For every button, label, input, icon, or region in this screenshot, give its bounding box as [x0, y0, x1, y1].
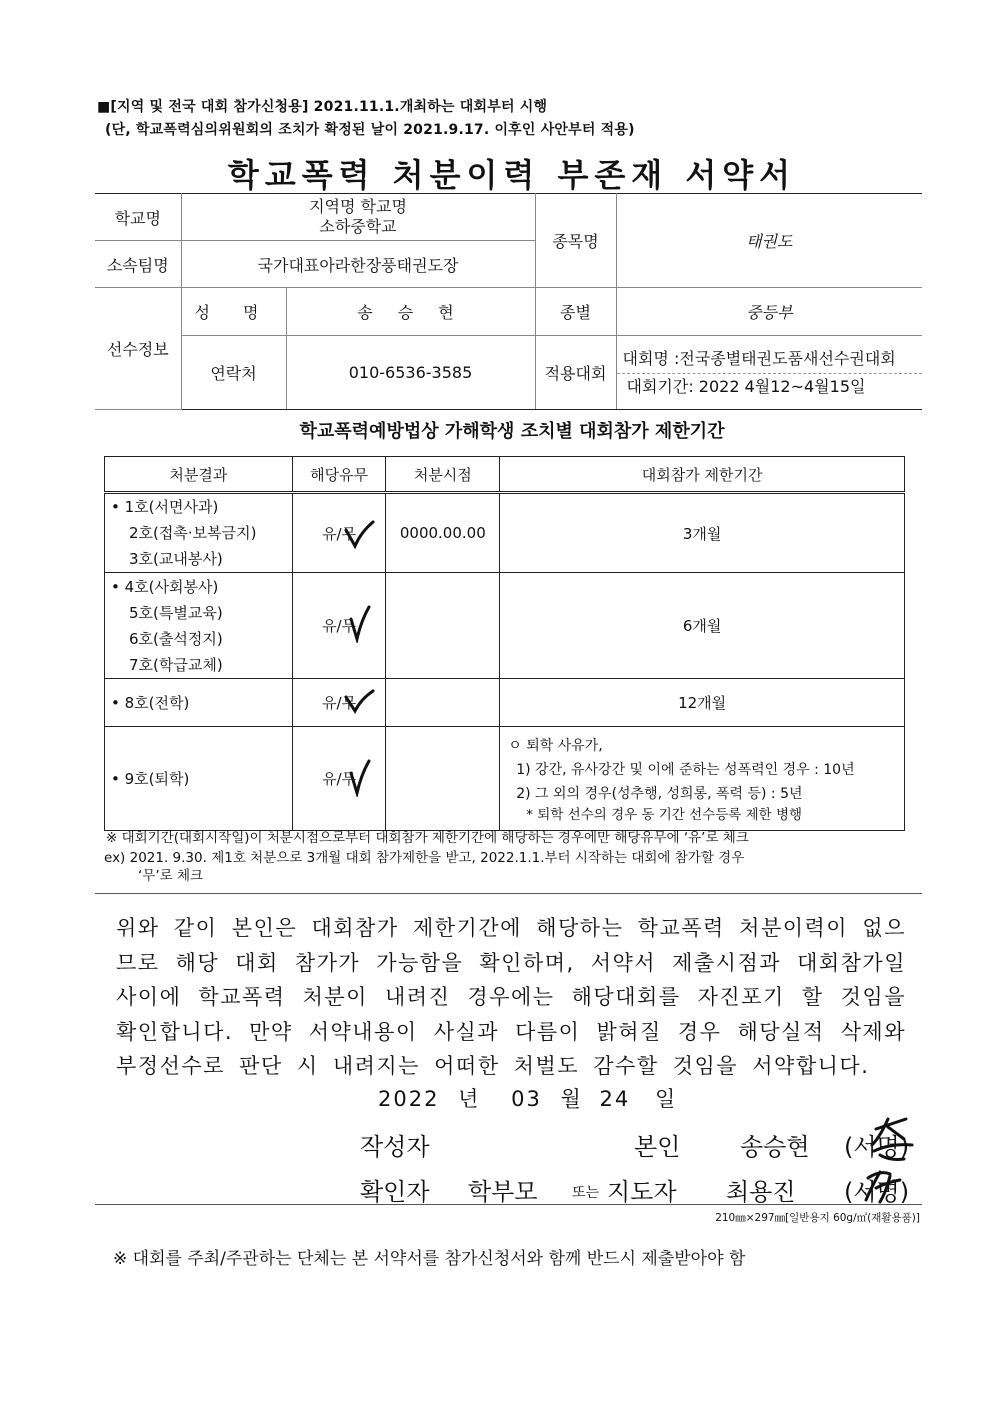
event-label: 종목명 — [535, 194, 616, 288]
measure-item: • 1호(서면사과) — [111, 498, 219, 516]
confirmer-label: 확인자 — [360, 1178, 430, 1206]
applicable-option[interactable]: 유/무 — [322, 694, 357, 712]
header-result: 처분결과 — [105, 457, 293, 493]
date-month-unit: 월 — [560, 1087, 583, 1111]
restriction-table — [104, 456, 905, 831]
contact-value: 010-6536-3585 — [286, 336, 535, 410]
measure-item: • 8호(전학) — [111, 693, 190, 712]
expulsion-note: 1) 강간, 유사강간 및 이에 준하는 성폭력인 경우 : 10년 — [516, 761, 855, 778]
table-row — [105, 573, 905, 679]
name-label: 성 명 — [181, 288, 286, 336]
or-label: 또는 — [572, 1185, 600, 1201]
disposition-date — [386, 573, 500, 679]
paper-spec: 210㎜×297㎜[일반용지 60g/㎡(재활용품)] — [715, 1212, 920, 1224]
measure-item: 3호(교내봉사) — [129, 550, 223, 568]
check-mark-icon — [345, 603, 375, 643]
date-month: 03 — [511, 1087, 542, 1111]
table-row — [105, 679, 905, 727]
header-applicable: 해당유무 — [292, 457, 386, 493]
note-line: ‘무’로 체크 — [138, 868, 204, 884]
note-line: ※ 대회기간(대회시작일)이 처분시점으로부터 대회참가 제한기간에 해당하는 경우에만 해당유무에 ‘유’로 체크 — [106, 830, 749, 846]
writer-sign-label: (서명) — [844, 1133, 910, 1161]
applicable-option[interactable]: 유/무 — [322, 524, 357, 543]
header-line-2: (단, 학교폭력심의위원회의 조치가 확정된 날이 2021.9.17. 이후인 사안부터 적용) — [105, 122, 635, 138]
expulsion-note: * 퇴학 선수의 경우 동 기간 선수등록 제한 병행 — [526, 806, 803, 823]
table-row — [105, 727, 905, 831]
applicable-option[interactable]: 유/무 — [322, 617, 357, 635]
name-value: 송 승 현 — [286, 288, 535, 336]
restriction-period: 12개월 — [500, 679, 905, 727]
measure-item: 6호(출석정지) — [129, 629, 223, 648]
writer-name: 송승현 — [740, 1133, 810, 1161]
pledge-text: 위와 같이 본인은 대회참가 제한기간에 해당하는 학교폭력 처분이력이 없으므로 해당 대회 참가가 가능함을 확인하며, 서약서 제출시점과 대회참가일 사이에 학교폭력 처분이 내려진 경우에는 해당대회를 자진포기 할 것임을 확인합니다. 만약 서약내용이 사실과 다름이 밝혀질 경우 해당실적 삭제와 부정선수로 판단 시 내려지는 어떠한 처벌도 감수할 것임을 서약합니다. — [116, 916, 906, 1078]
disposition-date — [386, 679, 500, 727]
document-title: 학교폭력 처분이력 부존재 서약서 — [227, 156, 797, 194]
competition-name: 대회명 :전국종별태권도품새선수권대회 — [617, 345, 923, 374]
competition-period: 대회기간: 2022 4월12~4월15일 — [626, 377, 866, 396]
date-year: 2022 — [378, 1087, 440, 1111]
coach-label: 지도자 — [607, 1178, 677, 1206]
self-label: 본인 — [634, 1133, 681, 1161]
restriction-period: 6개월 — [500, 573, 905, 679]
contact-label: 연락처 — [181, 336, 286, 410]
signature-mark-writer — [866, 1115, 918, 1163]
coach-name: 최용진 — [726, 1178, 796, 1206]
restriction-period: 3개월 — [500, 493, 905, 573]
signature-mark-coach — [860, 1166, 906, 1206]
notes — [106, 829, 749, 885]
info-table — [95, 193, 922, 410]
category-value: 중등부 — [616, 288, 922, 336]
measure-item: 7호(학급교체) — [129, 655, 223, 674]
coach-sign-label: (서명) — [844, 1178, 910, 1206]
expulsion-note: 2) 그 외의 경우(성추행, 성희롱, 폭력 등) : 5년 — [516, 785, 803, 802]
header-period: 대회참가 제한기간 — [500, 457, 905, 493]
check-mark-icon — [341, 685, 375, 715]
header-line-1: ■[지역 및 전국 대회 참가신청용] 2021.11.1.개최하는 대회부터 시행 — [97, 99, 548, 115]
measure-item: • 4호(사회봉사) — [111, 577, 219, 596]
parent-label: 학부모 — [468, 1178, 538, 1206]
divider — [95, 893, 922, 894]
measure-item: 2호(접촉·보복금지) — [129, 524, 257, 542]
restriction-title: 학교폭력예방법상 가해학생 조치별 대회참가 제한기간 — [299, 421, 725, 442]
divider — [95, 1204, 922, 1205]
check-mark-icon — [341, 516, 375, 550]
player-label: 선수정보 — [95, 288, 181, 410]
applicable-option[interactable]: 유/무 — [322, 770, 357, 788]
date-year-unit: 년 — [458, 1087, 481, 1111]
check-mark-icon — [345, 757, 375, 797]
disposition-date: 0000.00.00 — [386, 493, 500, 573]
event-value: 태권도 — [616, 194, 922, 288]
category-label: 종별 — [535, 288, 616, 336]
measure-item: 5호(특별교육) — [129, 603, 223, 622]
header-date: 처분시점 — [386, 457, 500, 493]
date-day-unit: 일 — [654, 1087, 678, 1111]
measure-item: • 9호(퇴학) — [111, 769, 190, 788]
note-line: ex) 2021. 9.30. 제1호 처분으로 3개월 대회 참가제한을 받고, 2022.1.1.부터 시작하는 대회에 참가할 경우 — [104, 850, 745, 866]
date-day: 24 — [599, 1087, 631, 1111]
table-row — [105, 493, 905, 573]
footnote: ※ 대회를 주최/주관하는 단체는 본 서약서를 참가신청서와 함께 반드시 제출받아야 함 — [113, 1249, 746, 1269]
writer-label: 작성자 — [360, 1133, 430, 1161]
applied-competition-label: 적용대회 — [535, 336, 616, 410]
school-value-line1: 지역명 학교명 — [309, 197, 407, 216]
disposition-date — [386, 727, 500, 831]
team-label: 소속팀명 — [95, 241, 181, 288]
school-label: 학교명 — [95, 194, 181, 241]
team-value: 국가대표아라한장풍태권도장 — [181, 241, 535, 288]
expulsion-note: ㅇ 퇴학 사유가, — [508, 737, 603, 754]
signing-date — [378, 1083, 677, 1113]
school-value-line2: 소하중학교 — [319, 217, 397, 236]
